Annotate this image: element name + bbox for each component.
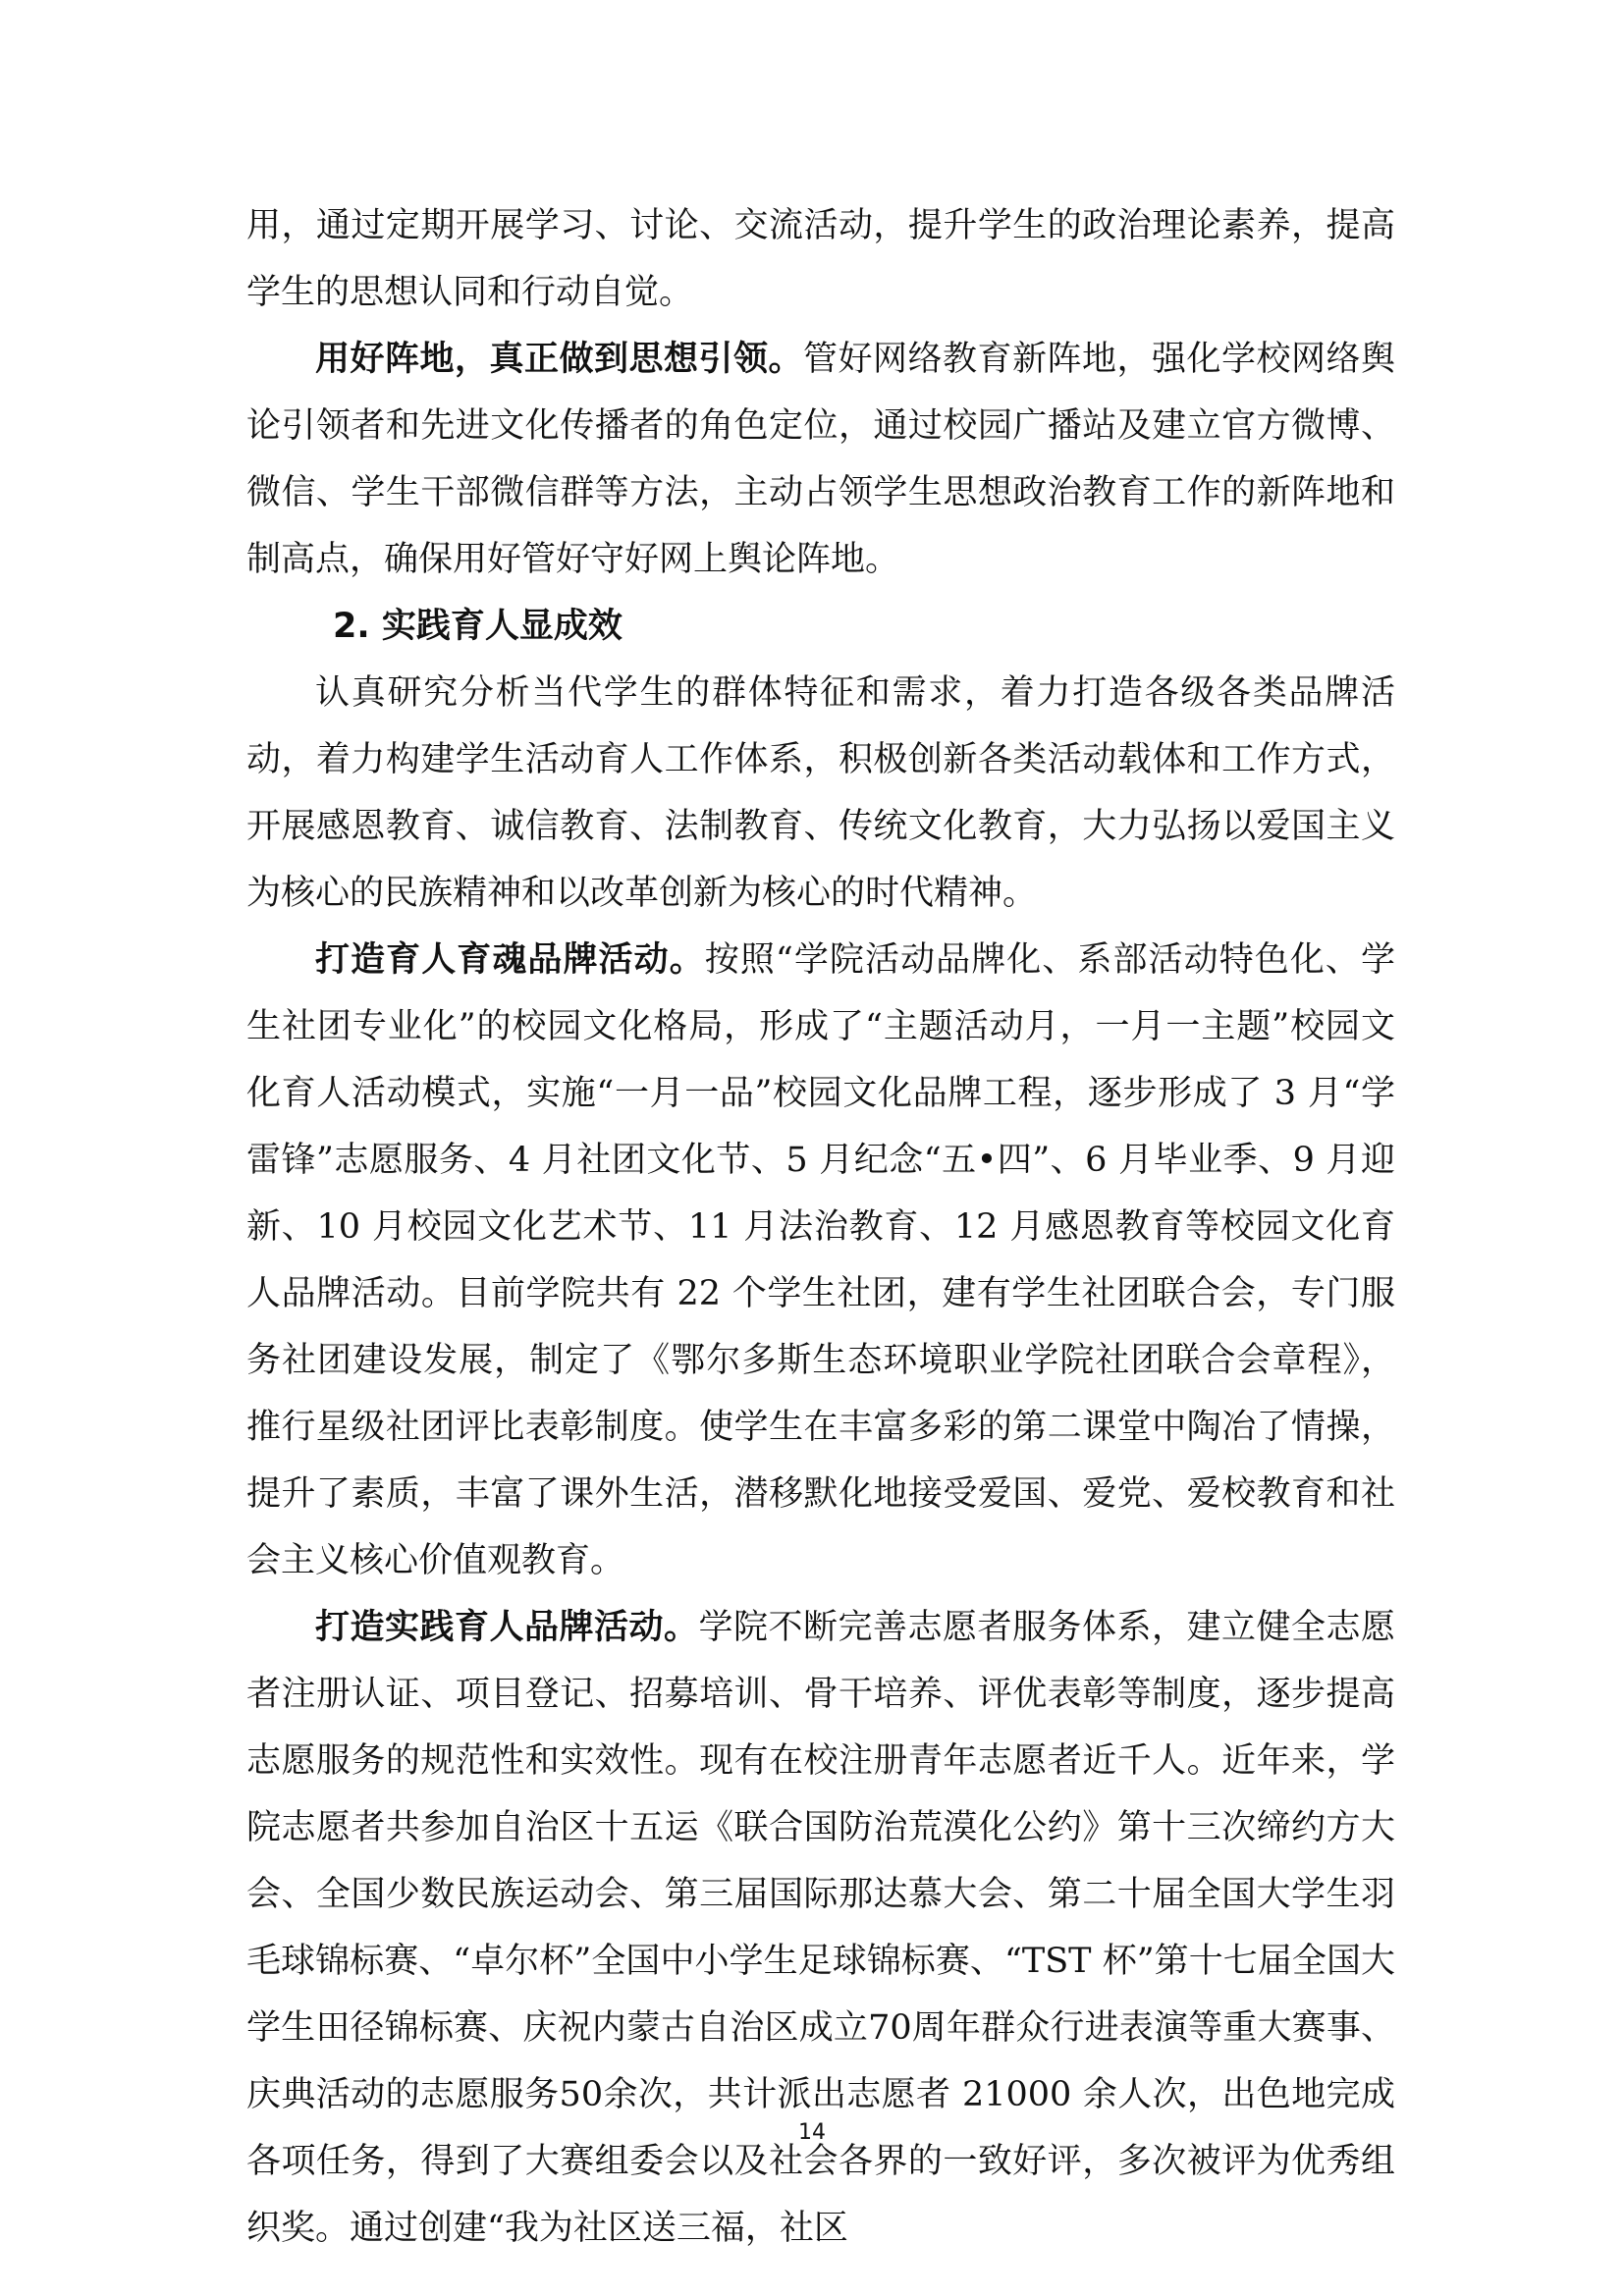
page-number: 14 [798, 2120, 826, 2145]
paragraph-brand-activities [246, 927, 1395, 1594]
paragraph-lead-practice: 打造实践育人品牌活动。 [315, 1607, 699, 1647]
paragraph-body-positions: 管好网络教育新阵地，强化学校网络舆论引领者和先进文化传播者的角色定位，通过校园广播站及建立官方微博、微信、学生干部微信群等方法，主动占领学生思想政治教育工作的新阵地和制高点，确保用好管好守好网上舆论阵地。 [246, 340, 1395, 579]
paragraph-positions [246, 326, 1395, 593]
paragraph-lead-positions: 用好阵地，真正做到思想引领。 [315, 339, 803, 379]
paragraph-body-brand: 按照“学院活动品牌化、系部活动特色化、学生社团专业化”的校园文化格局，形成了“主题活动月，一月一主题”校园文化育人活动模式，实施“一月一品”校园文化品牌工程，逐步形成了 3 月“学雷锋”志愿服务、4 月社团文化节、5 月纪念“五•四”、6 月毕业季、9 月迎新、10 月校园文化艺术节、11 月法治教育、12 月感恩教育等校园文化育人品牌活动。目前学院共有 22 个学生社团，建有学生社团联合会，专门服务社团建设发展，制定了《鄂尔多斯生态环境职业学院社团联合会章程》，推行星级社团评比表彰制度。使学生在丰富多彩的第二课堂中陶冶了情操，提升了素质，丰富了课外生活，潜移默化地接受爱国、爱党、爱校教育和社会主义核心价值观教育。 [246, 940, 1395, 1580]
section-heading: 2. 实践育人显成效 [333, 607, 623, 646]
continuation-paragraph: 用，通过定期开展学习、讨论、交流活动，提升学生的政治理论素养，提高学生的思想认同和行动自觉。 [246, 206, 1395, 312]
paragraph-lead-brand: 打造育人育魂品牌活动。 [315, 939, 705, 980]
paragraph-practice-activities [246, 1594, 1395, 2262]
paragraph-body-practice: 学院不断完善志愿者服务体系，建立健全志愿者注册认证、项目登记、招募培训、骨干培养、评优表彰等制度，逐步提高志愿服务的规范性和实效性。现有在校注册青年志愿者近千人。近年来，学院志愿者共参加自治区十五运《联合国防治荒漠化公约》第十三次缔约方大会、全国少数民族运动会、第三届国际那达慕大会、第二十届全国大学生羽毛球锦标赛、“卓尔杯”全国中小学生足球锦标赛、“TST 杯”第十七届全国大学生田径锦标赛、庆祝内蒙古自治区成立70周年群众行进表演等重大赛事、庆典活动的志愿服务50余次，共计派出志愿者 21000 余人次，出色地完成各项任务，得到了大赛组委会以及社会各界的一致好评，多次被评为优秀组织奖。通过创建“我为社区送三福，社区 [246, 1608, 1395, 2248]
document-body [246, 192, 1395, 2262]
section-intro-paragraph: 认真研究分析当代学生的群体特征和需求，着力打造各级各类品牌活动，着力构建学生活动育人工作体系，积极创新各类活动载体和工作方式，开展感恩教育、诚信教育、法制教育、传统文化教育，大力弘扬以爱国主义为核心的民族精神和以改革创新为核心的时代精神。 [246, 673, 1395, 913]
